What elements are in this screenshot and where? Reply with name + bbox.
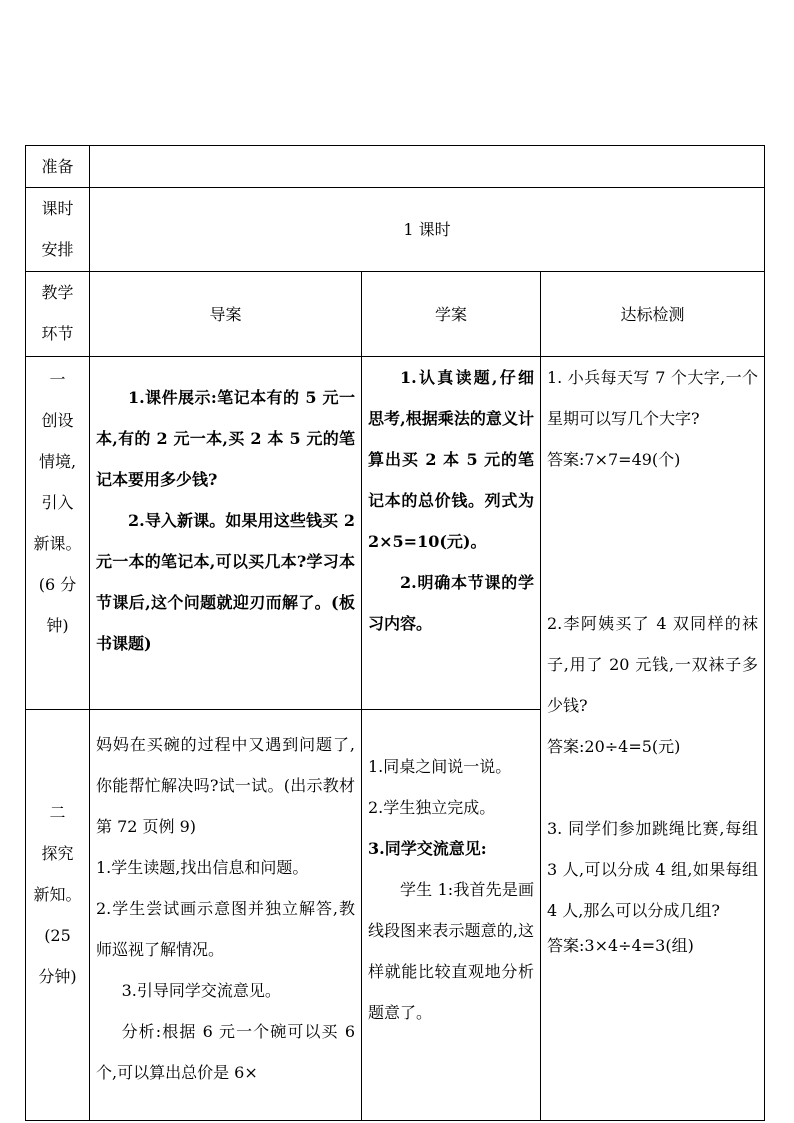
section2-label-line: 探究 bbox=[41, 844, 74, 863]
section1-label-line: 一 bbox=[49, 370, 66, 389]
section1-study-para: 2.明确本节课的学习内容。 bbox=[368, 573, 534, 633]
schedule-value: 1 课时 bbox=[90, 188, 765, 272]
section1-label-line: 新课。 bbox=[33, 534, 82, 553]
section1-label-line: 引入 bbox=[41, 493, 74, 512]
section1-study-para: 1.认真读题,仔细思考,根据乘法的意义计算出买 2 本 5 元的笔记本的总价钱。列式为 2×5=10(元)。 bbox=[368, 368, 534, 551]
check-column bbox=[541, 357, 765, 1121]
schedule-label-line2: 安排 bbox=[41, 240, 74, 259]
row-preparation bbox=[26, 146, 765, 188]
row-column-headers bbox=[26, 272, 765, 357]
section2-label-line: (25 bbox=[44, 926, 71, 945]
check-q3: 3. 同学们参加跳绳比赛,每组 3 人,可以分成 4 组,如果每组 4 人,那么可以分成几组? bbox=[547, 819, 759, 920]
section2-label-line: 二 bbox=[49, 803, 66, 822]
check-a1: 答案:7×7=49(个) bbox=[547, 450, 681, 469]
section1-label-line: 钟) bbox=[46, 616, 69, 635]
check-a3: 答案:3×4÷4=3(组) bbox=[547, 936, 694, 955]
check-q2: 2.李阿姨买了 4 双同样的袜子,用了 20 元钱,一双袜子多少钱? bbox=[547, 614, 759, 715]
prep-value bbox=[90, 146, 765, 188]
col-header-study: 学案 bbox=[362, 272, 541, 357]
col-header-check: 达标检测 bbox=[541, 272, 765, 357]
section1-study bbox=[362, 357, 541, 710]
section2-guide bbox=[90, 710, 362, 1121]
section2-guide-para: 分析:根据 6 元一个碗可以买 6 个,可以算出总价是 6× bbox=[96, 1022, 355, 1082]
stage-label-line2: 环节 bbox=[41, 324, 74, 343]
section1-label-line: 创设 bbox=[41, 411, 74, 430]
schedule-label bbox=[26, 188, 90, 272]
prep-label: 准备 bbox=[26, 146, 90, 188]
section2-study bbox=[362, 710, 541, 1121]
row-section-1 bbox=[26, 357, 765, 710]
check-a2: 答案:20÷4=5(元) bbox=[547, 737, 681, 756]
section1-guide-para: 1.课件展示:笔记本有的 5 元一本,有的 2 元一本,买 2 本 5 元的笔记本要用多少钱? bbox=[96, 388, 355, 489]
check-q1: 1. 小兵每天写 7 个大字,一个星期可以写几个大字? bbox=[547, 368, 759, 428]
section1-label-line: 情境, bbox=[38, 452, 77, 471]
section2-guide-para: 3.引导同学交流意见。 bbox=[121, 981, 281, 1000]
section2-study-para: 1.同桌之间说一说。 bbox=[368, 757, 512, 776]
section2-study-para: 学生 1:我首先是画线段图来表示题意的,这样就能比较直观地分析题意了。 bbox=[368, 880, 534, 1022]
section2-guide-para: 2.学生尝试画示意图并独立解答,教师巡视了解情况。 bbox=[96, 899, 355, 959]
section2-guide-para: 1.学生读题,找出信息和问题。 bbox=[96, 858, 309, 877]
section2-label-line: 新知。 bbox=[33, 885, 82, 904]
section2-label-line: 分钟) bbox=[38, 967, 77, 986]
section2-label bbox=[26, 710, 90, 1121]
section2-study-para: 3.同学交流意见: bbox=[368, 839, 487, 858]
section1-guide-para: 2.导入新课。如果用这些钱买 2 元一本的笔记本,可以买几本?学习本节课后,这个问题就迎刃而解了。(板书课题) bbox=[96, 511, 355, 653]
section2-study-para: 2.学生独立完成。 bbox=[368, 798, 496, 817]
section1-guide bbox=[90, 357, 362, 710]
schedule-label-line1: 课时 bbox=[41, 199, 74, 218]
col-header-guide: 导案 bbox=[90, 272, 362, 357]
section1-label bbox=[26, 357, 90, 710]
lesson-plan-table bbox=[25, 145, 765, 1121]
section1-label-line: (6 分 bbox=[38, 575, 77, 594]
stage-label bbox=[26, 272, 90, 357]
section2-guide-para: 妈妈在买碗的过程中又遇到问题了,你能帮忙解决吗?试一试。(出示教材第 72 页例 9) bbox=[96, 735, 355, 836]
row-schedule bbox=[26, 188, 765, 272]
stage-label-line1: 教学 bbox=[41, 283, 74, 302]
